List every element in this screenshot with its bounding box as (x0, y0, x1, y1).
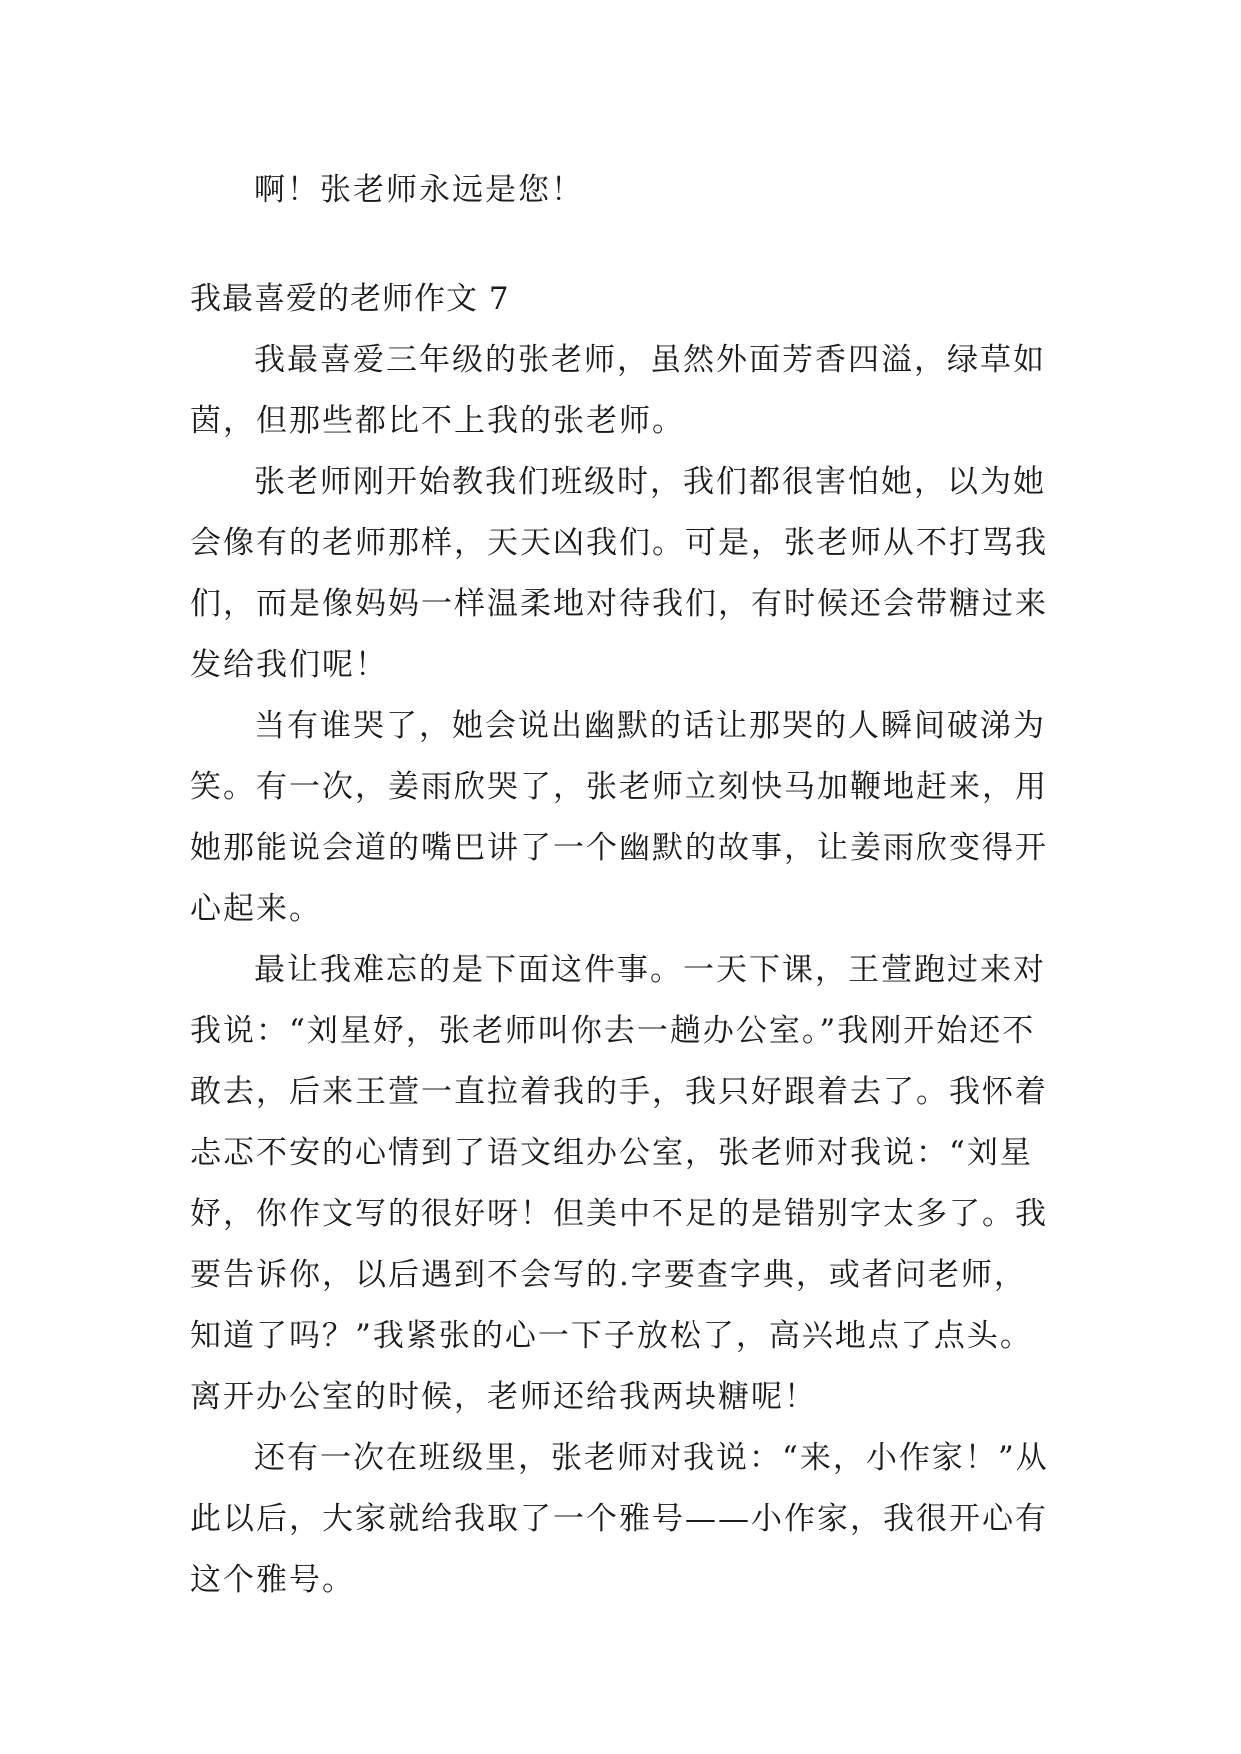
text-line: 发给我们呢！ (190, 647, 388, 683)
paragraph-1 (190, 330, 1050, 452)
essay-title: 我最喜爱的老师作文 7 (190, 281, 510, 317)
paragraph-4 (190, 940, 1050, 1428)
text-line: 要告诉你，以后遇到不会写的.字要查字典，或者问老师， (190, 1257, 1027, 1293)
text-line: 会像有的老师那样，天天凶我们。可是，张老师从不打骂我 (190, 525, 1048, 561)
closing-line: 啊！张老师永远是您！ (254, 172, 584, 208)
paragraph-5 (190, 1428, 1050, 1611)
text-line: 她那能说会道的嘴巴讲了一个幽默的故事，让姜雨欣变得开 (190, 830, 1048, 866)
text-line: 妤，你作文写的很好呀！但美中不足的是错别字太多了。我 (190, 1196, 1048, 1232)
text-line: 我最喜爱三年级的张老师，虽然外面芳香四溢，绿草如 (254, 342, 1046, 378)
text-line: 张老师刚开始教我们班级时，我们都很害怕她，以为她 (254, 464, 1046, 500)
text-line: 这个雅号。 (190, 1562, 355, 1598)
paragraph-2 (190, 452, 1050, 696)
text-line: 我说：“刘星妤，张老师叫你去一趟办公室。”我刚开始还不 (190, 1013, 1036, 1049)
text-line: 离开办公室的时候，老师还给我两块糖呢！ (190, 1379, 817, 1415)
text-line: 茵，但那些都比不上我的张老师。 (190, 403, 685, 439)
text-line: 心起来。 (190, 891, 322, 927)
text-line: 笑。有一次，姜雨欣哭了，张老师立刻快马加鞭地赶来，用 (190, 769, 1048, 805)
text-line: 忐忑不安的心情到了语文组办公室，张老师对我说：“刘星 (190, 1135, 1033, 1171)
text-line: 还有一次在班级里，张老师对我说：“来，小作家！”从 (254, 1440, 1049, 1476)
text-line: 们，而是像妈妈一样温柔地对待我们，有时候还会带糖过来 (190, 586, 1048, 622)
text-line: 知道了吗？”我紧张的心一下子放松了，高兴地点了点头。 (190, 1318, 1033, 1354)
text-line: 敢去，后来王萱一直拉着我的手，我只好跟着去了。我怀着 (190, 1074, 1048, 1110)
document-body (190, 160, 1050, 1611)
text-line: 最让我难忘的是下面这件事。一天下课，王萱跑过来对 (254, 952, 1046, 988)
text-line: 此以后，大家就给我取了一个雅号——小作家，我很开心有 (190, 1501, 1048, 1537)
paragraph-3 (190, 696, 1050, 940)
text-line: 当有谁哭了，她会说出幽默的话让那哭的人瞬间破涕为 (254, 708, 1046, 744)
